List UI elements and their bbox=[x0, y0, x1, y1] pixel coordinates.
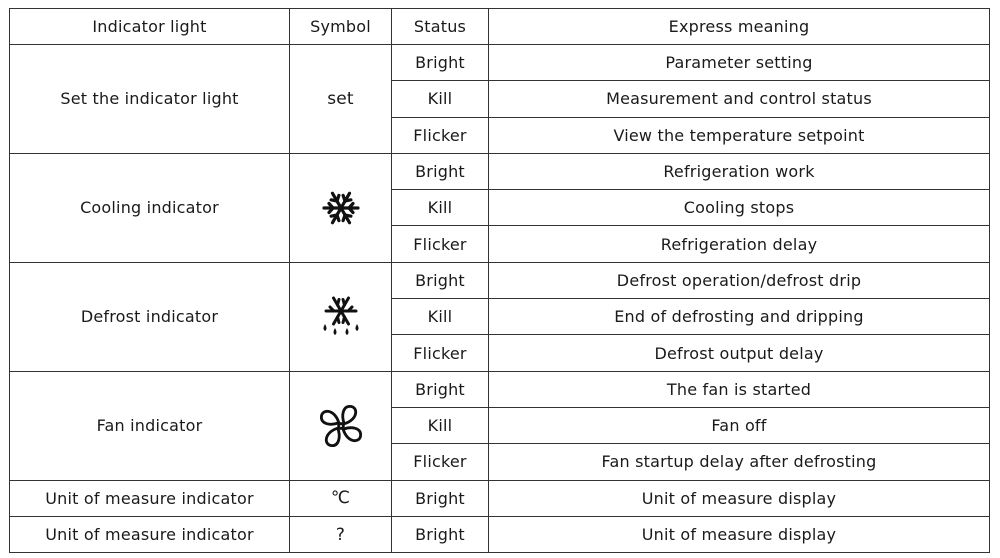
status-cell: Bright bbox=[392, 153, 489, 189]
symbol-cell bbox=[290, 262, 392, 371]
snowflake-icon bbox=[317, 188, 365, 228]
header-symbol: Symbol bbox=[290, 9, 392, 45]
meaning-cell: Refrigeration work bbox=[489, 153, 990, 189]
indicator-name: Set the indicator light bbox=[10, 45, 290, 154]
meaning-cell: Unit of measure display bbox=[489, 516, 990, 552]
indicator-name: Unit of measure indicator bbox=[10, 480, 290, 516]
symbol-cell bbox=[290, 371, 392, 480]
status-cell: Bright bbox=[392, 262, 489, 298]
status-cell: Flicker bbox=[392, 335, 489, 371]
meaning-cell: The fan is started bbox=[489, 371, 990, 407]
status-cell: Flicker bbox=[392, 117, 489, 153]
celsius-symbol: ℃ bbox=[290, 480, 392, 516]
meaning-cell: Defrost operation/defrost drip bbox=[489, 262, 990, 298]
meaning-cell: End of defrosting and dripping bbox=[489, 299, 990, 335]
meaning-cell: Unit of measure display bbox=[489, 480, 990, 516]
meaning-cell: Parameter setting bbox=[489, 45, 990, 81]
table-row bbox=[10, 262, 990, 298]
indicator-table bbox=[9, 8, 990, 553]
status-cell: Kill bbox=[392, 407, 489, 443]
meaning-cell: Measurement and control status bbox=[489, 81, 990, 117]
meaning-cell: Defrost output delay bbox=[489, 335, 990, 371]
table-row bbox=[10, 45, 990, 81]
meaning-cell: Cooling stops bbox=[489, 190, 990, 226]
status-cell: Bright bbox=[392, 45, 489, 81]
status-cell: Flicker bbox=[392, 226, 489, 262]
table-row bbox=[10, 516, 990, 552]
symbol-cell bbox=[290, 153, 392, 262]
status-cell: Bright bbox=[392, 371, 489, 407]
status-cell: Kill bbox=[392, 190, 489, 226]
header-indicator: Indicator light bbox=[10, 9, 290, 45]
indicator-name: Defrost indicator bbox=[10, 262, 290, 371]
fan-icon bbox=[317, 404, 365, 448]
meaning-cell: View the temperature setpoint bbox=[489, 117, 990, 153]
table-row bbox=[10, 371, 990, 407]
unknown-symbol: ? bbox=[290, 516, 392, 552]
header-status: Status bbox=[392, 9, 489, 45]
defrost-icon bbox=[315, 295, 367, 339]
header-row bbox=[10, 9, 990, 45]
status-cell: Bright bbox=[392, 480, 489, 516]
meaning-cell: Refrigeration delay bbox=[489, 226, 990, 262]
indicator-name: Fan indicator bbox=[10, 371, 290, 480]
status-cell: Kill bbox=[392, 299, 489, 335]
status-cell: Kill bbox=[392, 81, 489, 117]
table-row bbox=[10, 153, 990, 189]
meaning-cell: Fan off bbox=[489, 407, 990, 443]
meaning-cell: Fan startup delay after defrosting bbox=[489, 444, 990, 480]
indicator-name: Unit of measure indicator bbox=[10, 516, 290, 552]
status-cell: Bright bbox=[392, 516, 489, 552]
table-row bbox=[10, 480, 990, 516]
header-meaning: Express meaning bbox=[489, 9, 990, 45]
indicator-name: Cooling indicator bbox=[10, 153, 290, 262]
status-cell: Flicker bbox=[392, 444, 489, 480]
set-symbol: set bbox=[290, 45, 392, 154]
